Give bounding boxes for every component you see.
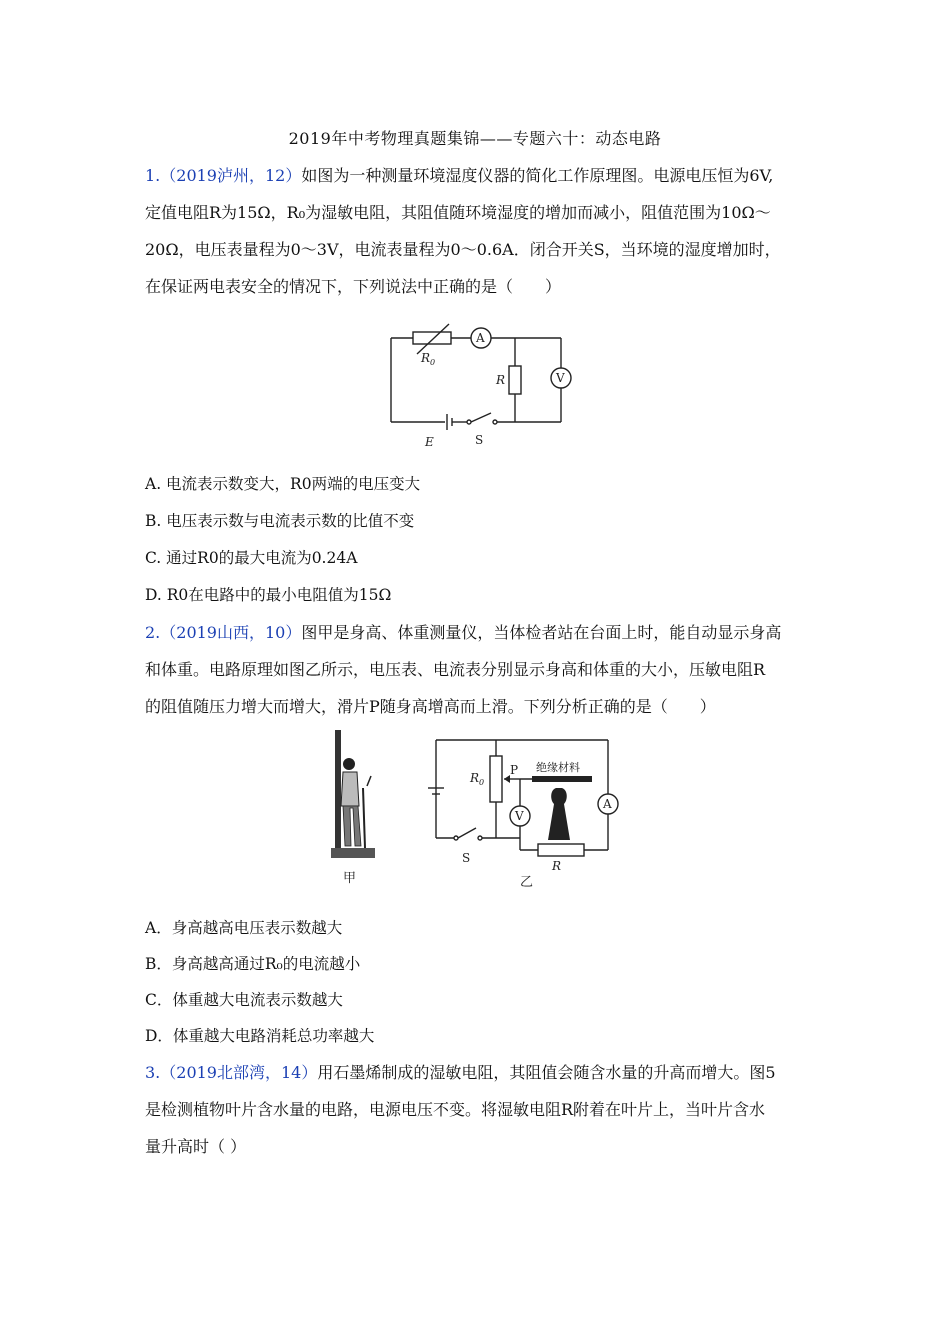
q2-voltmeter-label: V <box>515 809 524 823</box>
q1-switch-blade <box>471 413 491 422</box>
q1-option-d: D. R0在电路中的最小电阻值为15Ω <box>145 586 392 604</box>
q3-text-2: 是检测植物叶片含水量的电路，电源电压不变。将湿敏电阻R附着在叶片上，当叶片含水 <box>145 1100 766 1119</box>
q1-text-3: 20Ω，电压表量程为0～3V，电流表量程为0～0.6A．闭合开关S，当环境的湿度增加时， <box>145 240 781 259</box>
q2-source: 2.（2019山西，10） <box>145 623 302 642</box>
q1-option-b: B. 电压表示数与电流表示数的比值不变 <box>145 512 415 530</box>
q1-r-label: R <box>496 373 506 387</box>
q2-insulator-bar <box>532 776 592 782</box>
q3-text-1: 用石墨烯制成的湿敏电阻，其阻值会随含水量的升高而增大。图5 <box>317 1063 776 1082</box>
q2-resistor-label: R <box>552 859 562 873</box>
q2-option-d: D．体重越大电路消耗总功率越大 <box>145 1027 375 1045</box>
q2-r0-resistor <box>490 756 502 802</box>
q3-line1 <box>145 1060 810 1083</box>
q1-ammeter-label: A <box>476 331 485 345</box>
q2-text-3: 的阻值随压力增大而增大，滑片P随身高增高而上滑。下列分析正确的是（ ） <box>145 697 716 716</box>
q2-insulator-label: 绝缘材料 <box>536 761 580 774</box>
q1-option-a: A. 电流表示数变大，R0两端的电压变大 <box>145 475 421 493</box>
q1-option-c: C. 通过R0的最大电流为0.24A <box>145 549 358 567</box>
q1-r0-resistor <box>413 332 451 344</box>
q2-label-yi: 乙 <box>520 875 534 890</box>
q2-r0-label: $R_0$ <box>470 771 485 787</box>
q2-pressure-resistor <box>538 844 584 856</box>
q2-text-2: 和体重。电路原理如图乙所示，电压表、电流表分别显示身高和体重的大小，压敏电阻R <box>145 660 766 679</box>
q1-text-1: 如图为一种测量环境湿度仪器的简化工作原理图。电源电压恒为6V, <box>301 166 774 185</box>
q1-source: 1.（2019泸州，12） <box>145 166 302 185</box>
q2-label-jia: 甲 <box>343 871 357 886</box>
q2-switch-blade <box>458 828 476 838</box>
q2-option-a: A．身高越高电压表示数越大 <box>145 919 343 937</box>
q2-option-c: C．体重越大电流表示数越大 <box>145 991 343 1009</box>
q1-line1 <box>145 163 810 186</box>
q2-switch-label: S <box>462 851 471 865</box>
q1-r0-arrow <box>417 324 449 354</box>
q2-text-1: 图甲是身高、体重测量仪，当体检者站在台面上时，能自动显示身高 <box>301 623 782 642</box>
q2-figure-jia <box>325 728 395 888</box>
q1-voltmeter-label: V <box>556 371 565 385</box>
q2-ammeter-label: A <box>603 797 612 811</box>
q2-figure-yi <box>428 728 638 893</box>
q1-r0-label: $R_0$ <box>421 351 436 367</box>
q3-text-3: 量升高时（ ） <box>145 1137 247 1156</box>
q1-circuit-diagram <box>385 322 585 452</box>
q1-e-label: E <box>425 435 434 449</box>
q1-resistor-r <box>509 366 521 394</box>
q2-line1 <box>145 620 810 643</box>
q2-option-b: B．身高越高通过R₀的电流越小 <box>145 955 361 973</box>
page-title: 2019年中考物理真题集锦——专题六十：动态电路 <box>288 129 662 148</box>
q1-s-label: S <box>475 433 484 447</box>
q2-slider-label: P <box>510 763 519 777</box>
q1-text-4: 在保证两电表安全的情况下，下列说法中正确的是（ ） <box>145 277 562 296</box>
q1-text-2: 定值电阻R为15Ω，R₀为湿敏电阻，其阻值随环境湿度的增加而减小，阻值范围为10Ω～ <box>145 203 771 222</box>
q3-source: 3.（2019北部湾，14） <box>145 1063 318 1082</box>
